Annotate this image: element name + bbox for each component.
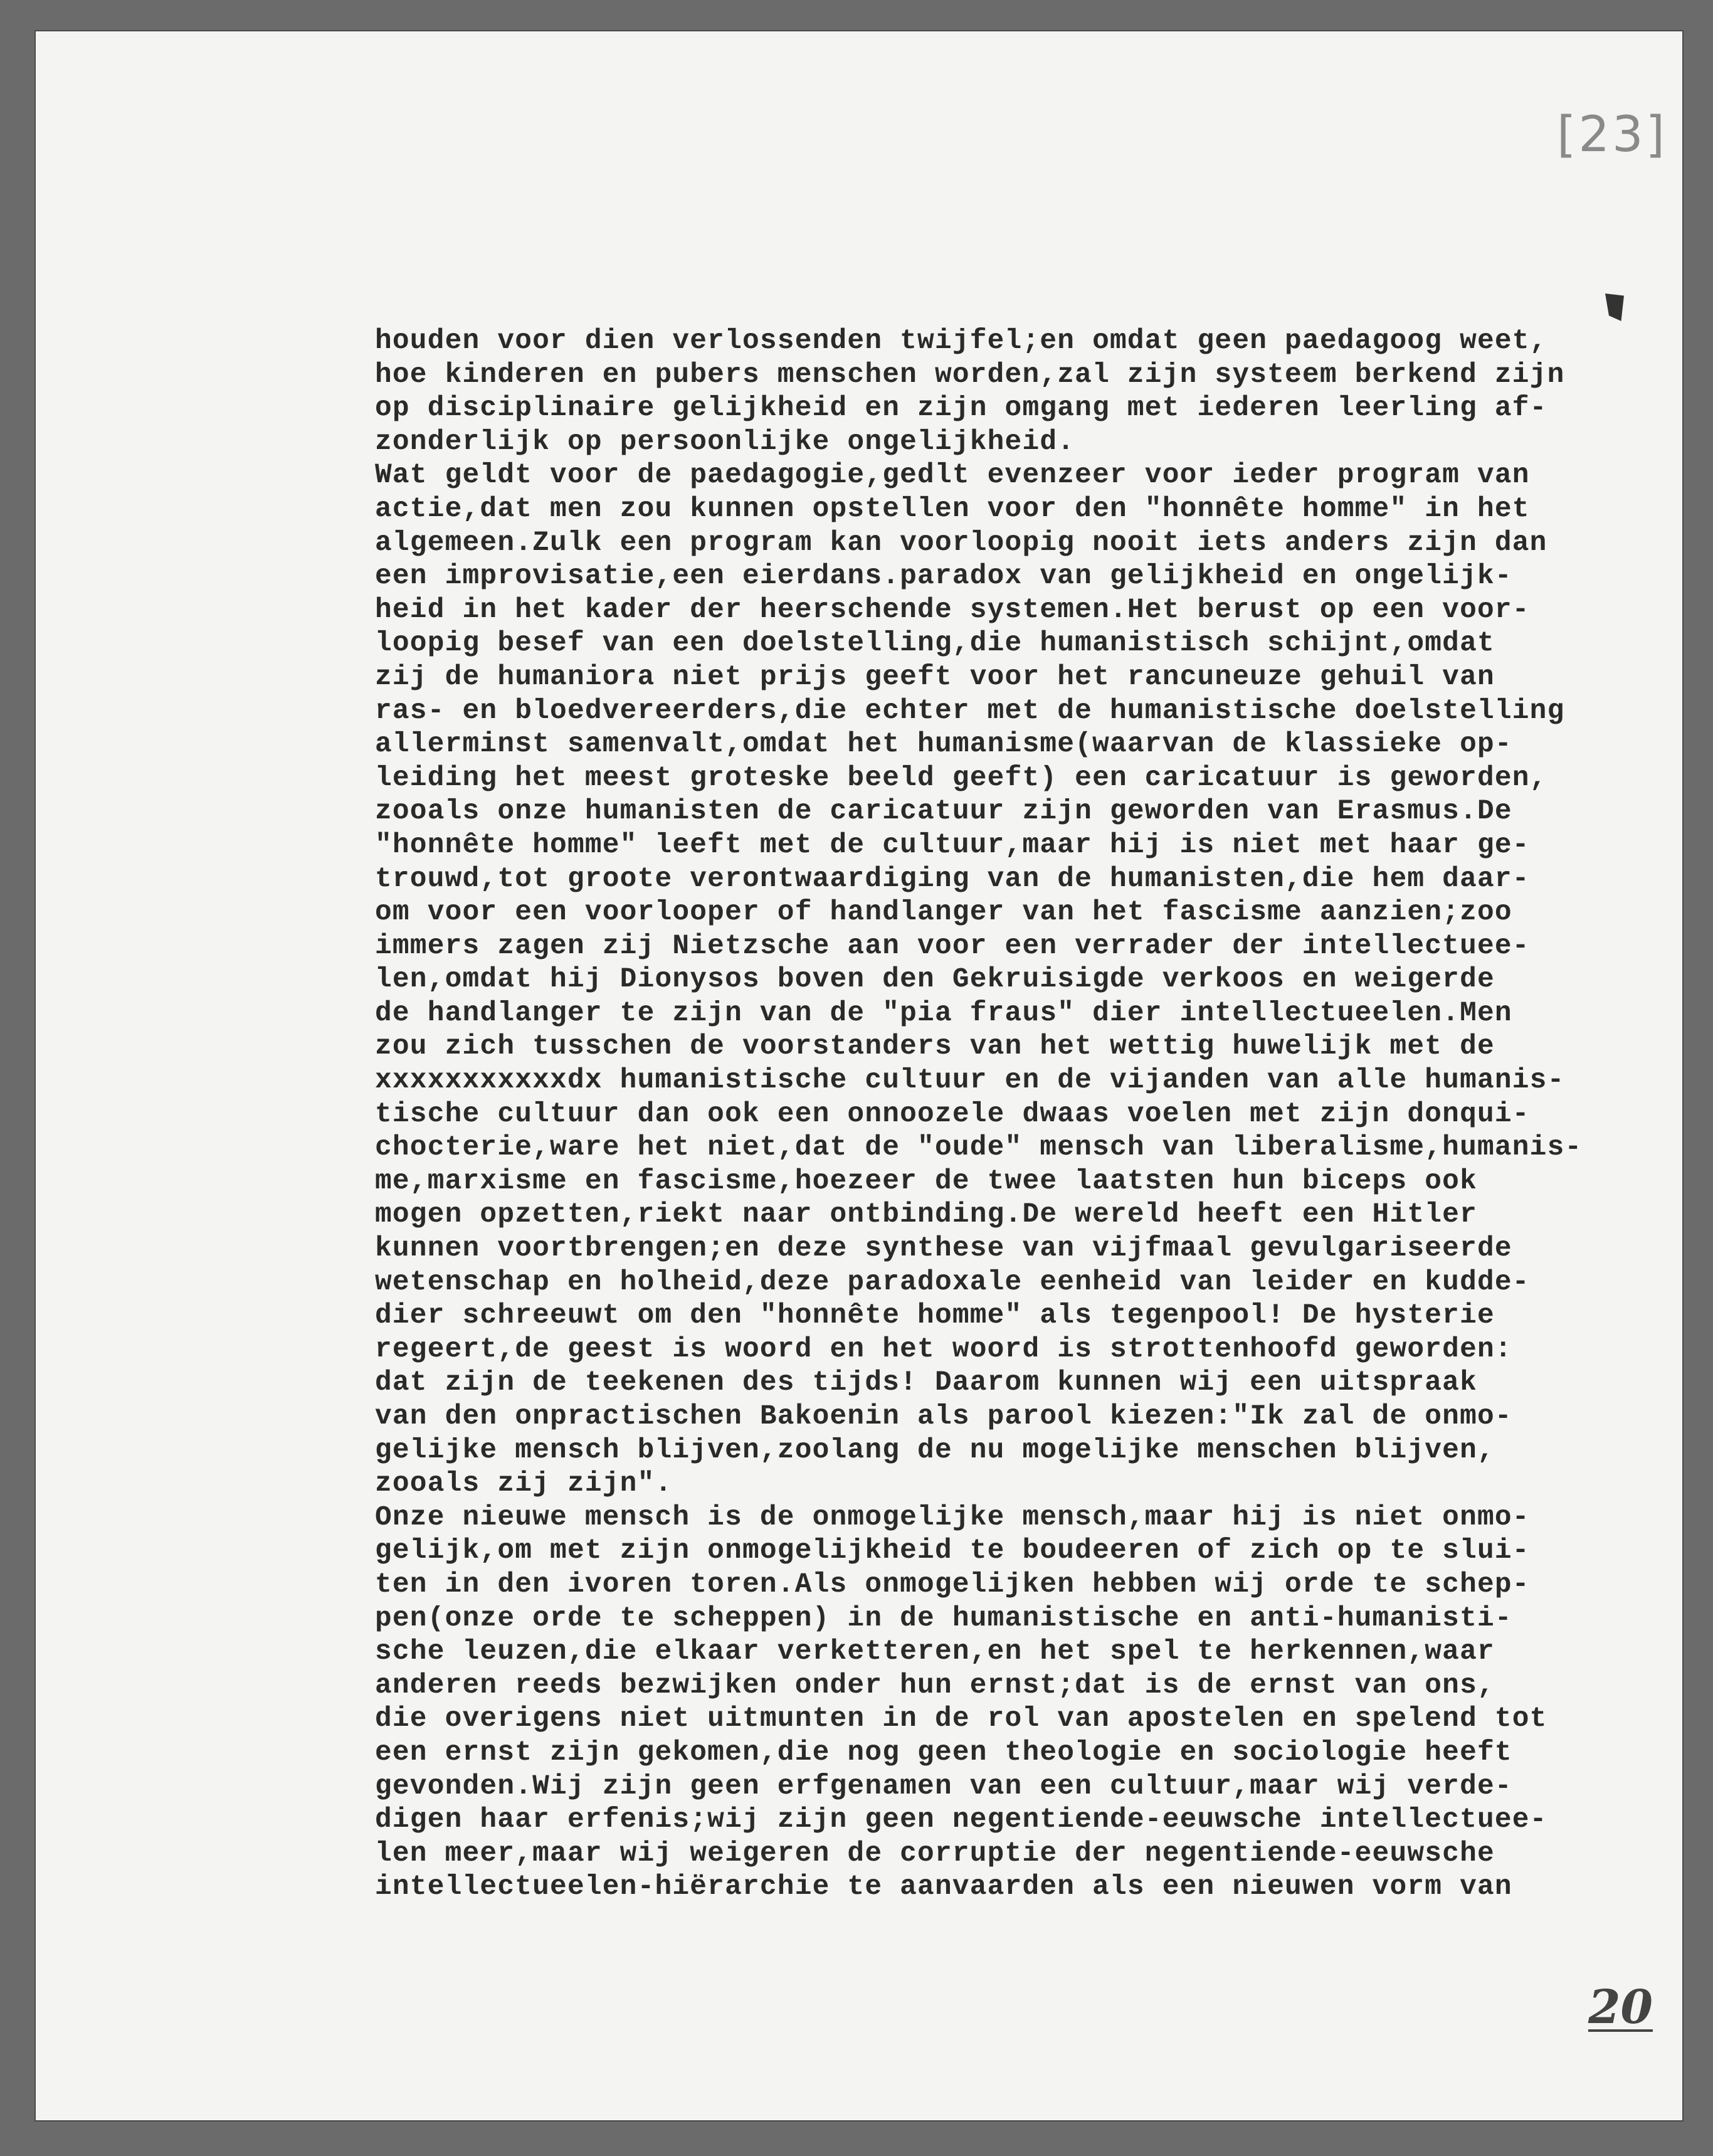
text-line: die overigens niet uitmunten in de rol van apostelen en spelend tot [375, 1703, 1547, 1735]
text-line: dier schreeuwt om den "honnête homme" als tegenpool! De hysterie [375, 1300, 1495, 1332]
text-line: digen haar erfenis;wij zijn geen negentiende-eeuwsche intellectuee- [375, 1804, 1547, 1836]
text-line: xxxxxxxxxxxdx humanistische cultuur en de vijanden van alle humanis- [375, 1065, 1565, 1097]
text-line: anderen reeds bezwijken onder hun ernst;dat is de ernst van ons, [375, 1669, 1495, 1701]
text-line: algemeen.Zulk een program kan voorloopig nooit iets anders zijn dan [375, 527, 1547, 559]
text-line: gelijk,om met zijn onmogelijkheid te boudeeren of zich op te slui- [375, 1535, 1530, 1567]
text-line: loopig besef van een doelstelling,die humanistisch schijnt,omdat [375, 628, 1495, 660]
text-line: zonderlijk op persoonlijke ongelijkheid. [375, 426, 1075, 458]
text-line: ten in den ivoren toren.Als onmogelijken hebben wij orde te schep- [375, 1568, 1530, 1600]
text-line: op disciplinaire gelijkheid en zijn omgang met iederen leerling af- [375, 393, 1547, 425]
text-line: een improvisatie,een eierdans.paradox van gelijkheid en ongelijk- [375, 561, 1512, 593]
ink-blot-mark [1605, 293, 1624, 321]
text-line: van den onpractischen Bakoenin als parool kiezen:"Ik zal de onmo- [375, 1401, 1512, 1432]
text-line: chocterie,ware het niet,dat de "oude" mensch van liberalisme,humanis- [375, 1132, 1583, 1164]
text-line: ras- en bloedvereerders,die echter met de humanistische doelstelling [375, 695, 1565, 727]
text-line: kunnen voortbrengen;en deze synthese van vijfmaal gevulgariseerde [375, 1233, 1512, 1265]
text-line: tische cultuur dan ook een onnoozele dwaas voelen met zijn donqui- [375, 1098, 1530, 1130]
text-line: een ernst zijn gekomen,die nog geen theologie en sociologie heeft [375, 1736, 1512, 1768]
body-text [375, 325, 1660, 1905]
text-line: hoe kinderen en pubers menschen worden,zal zijn systeem berkend zijn [375, 359, 1565, 391]
text-line: allerminst samenvalt,omdat het humanisme(waarvan de klassieke op- [375, 729, 1512, 761]
text-line: "honnête homme" leeft met de cultuur,maar hij is niet met haar ge- [375, 829, 1530, 861]
text-line: me,marxisme en fascisme,hoezeer de twee laatsten hun biceps ook [375, 1165, 1477, 1197]
text-line: leiding het meest groteske beeld geeft) een caricatuur is geworden, [375, 762, 1547, 794]
text-line: regeert,de geest is woord en het woord is strottenhoofd geworden: [375, 1333, 1512, 1365]
text-line: gelijke mensch blijven,zoolang de nu mogelijke menschen blijven, [375, 1434, 1495, 1466]
text-line: zooals zij zijn". [375, 1468, 673, 1500]
text-line: wetenschap en holheid,deze paradoxale eenheid van leider en kudde- [375, 1266, 1530, 1298]
text-line: len meer,maar wij weigeren de corruptie der negentiende-eeuwsche [375, 1837, 1495, 1869]
text-line: de handlanger te zijn van de "pia fraus" dier intellectueelen.Men [375, 997, 1512, 1029]
text-line: mogen opzetten,riekt naar ontbinding.De wereld heeft een Hitler [375, 1199, 1477, 1231]
text-line: zij de humaniora niet prijs geeft voor het rancuneuze gehuil van [375, 661, 1495, 693]
text-line: zooals onze humanisten de caricatuur zijn geworden van Erasmus.De [375, 796, 1512, 828]
text-line: om voor een voorlooper of handlanger van het fascisme aanzien;zoo [375, 897, 1512, 929]
text-line: sche leuzen,die elkaar verketteren,en het spel te herkennen,waar [375, 1636, 1495, 1668]
text-line: dat zijn de teekenen des tijds! Daarom kunnen wij een uitspraak [375, 1367, 1477, 1399]
folio-mark: [23] [1557, 107, 1668, 163]
text-line: len,omdat hij Dionysos boven den Gekruisigde verkoos en weigerde [375, 964, 1495, 996]
text-line: gevonden.Wij zijn geen erfgenamen van een cultuur,maar wij verde- [375, 1770, 1512, 1802]
text-line: Onze nieuwe mensch is de onmogelijke mensch,maar hij is niet onmo- [375, 1501, 1530, 1533]
text-line: intellectueelen-hiërarchie te aanvaarden als een nieuwen vorm van [375, 1871, 1512, 1903]
page-number: 20 [1588, 1980, 1653, 2034]
text-line: Wat geldt voor de paedagogie,gedlt evenzeer voor ieder program van [375, 460, 1530, 492]
text-line: actie,dat men zou kunnen opstellen voor den "honnête homme" in het [375, 493, 1530, 525]
text-line: immers zagen zij Nietzsche aan voor een verrader der intellectuee- [375, 930, 1530, 962]
text-line: trouwd,tot groote verontwaardiging van de humanisten,die hem daar- [375, 863, 1530, 895]
text-line: pen(onze orde te scheppen) in de humanistische en anti-humanisti- [375, 1602, 1512, 1634]
text-line: heid in het kader der heerschende systemen.Het berust op een voor- [375, 594, 1530, 626]
text-line: zou zich tusschen de voorstanders van het wettig huwelijk met de [375, 1031, 1495, 1063]
text-line: houden voor dien verlossenden twijfel;en omdat geen paedagoog weet, [375, 325, 1547, 357]
